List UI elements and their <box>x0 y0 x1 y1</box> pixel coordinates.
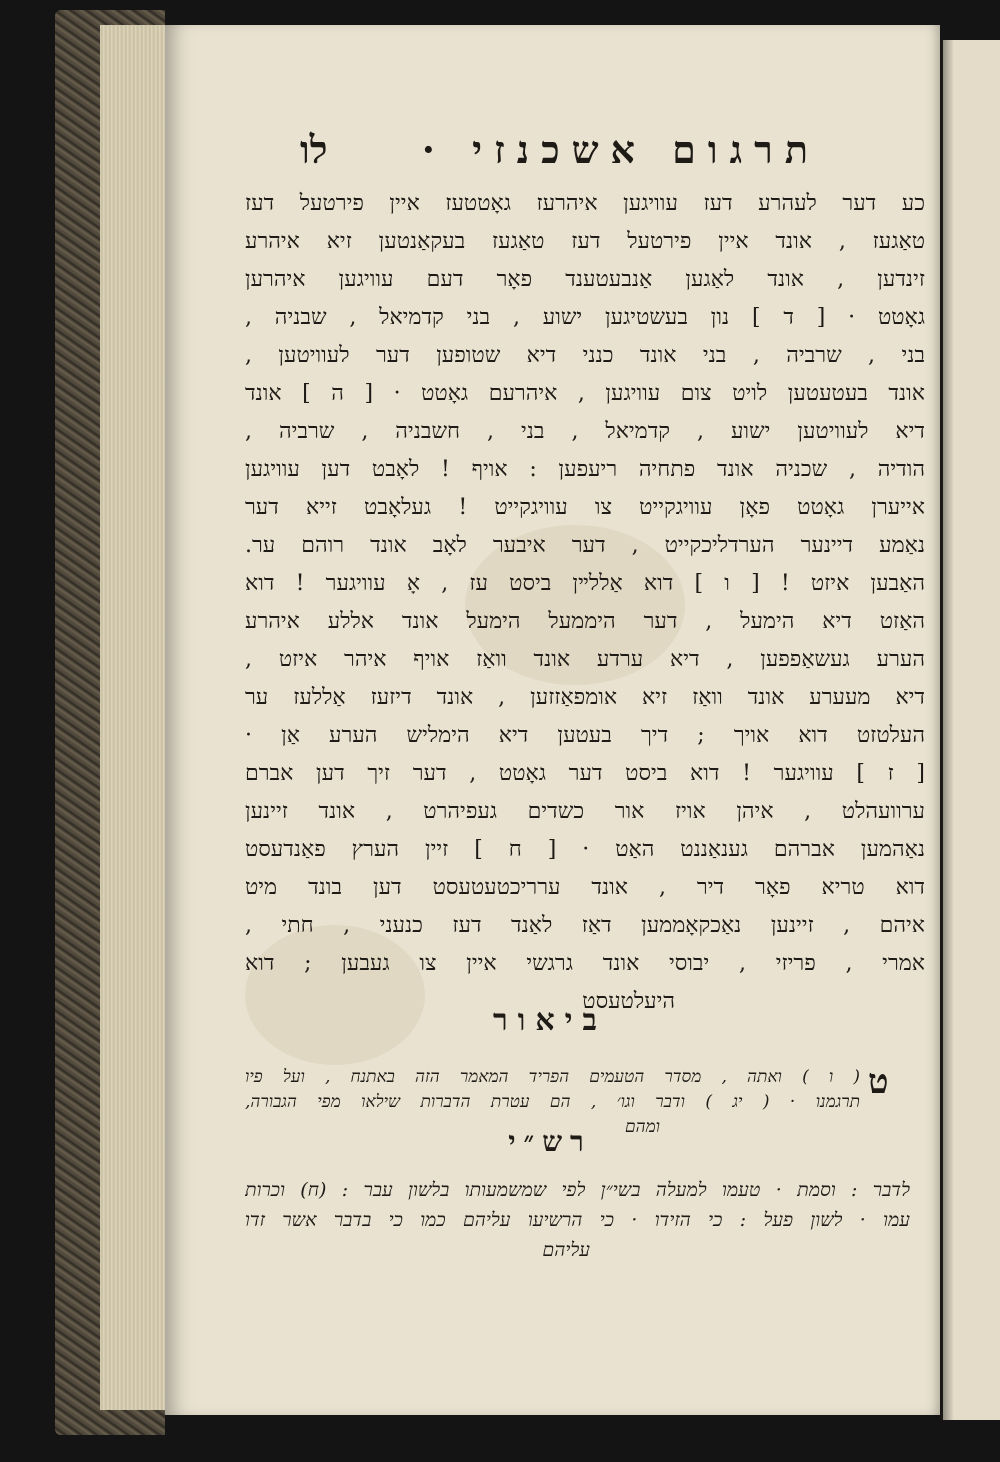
biur-line: תרגמנו · ( יג ) ודבר וגו׳ , הם עטרת הדברות שילאו מפי הגבורה, <box>245 1092 860 1112</box>
biur-marker: ט <box>868 1062 889 1102</box>
running-head <box>300 120 820 180</box>
text-line: זינדען , אונד לאַגען אַנבעטענד פאָר דעם עוויגען איהרען <box>245 267 925 292</box>
text-line: האַזט דיא הימעל , דער היממעל הימעל אונד אללע איהרע <box>245 609 925 634</box>
text-line: גאָטט · [ ד ] נון בעשטיגען ישוע , בני קדמיאל , שבניה , <box>245 305 925 330</box>
rashi-line: עמו · לשון פעל : כי הזידו · כי הרשיעו עליהם כמו כי בדבר אשר זדו <box>245 1209 910 1231</box>
text-line: האַבען איזט ! [ ו ] דוא אַללײן ביסט עז , אָ עוויגער ! דוא <box>245 571 925 596</box>
text-line: העלטזט דוא אויך ; דיך בעטען דיא הימליש הערע אַן · <box>245 723 925 748</box>
text-line: דיא מעערע אונד וואַז זיא אומפאַזזען , אונד דיזעז אַללעז ער <box>245 685 925 710</box>
biur-heading: ביאור <box>493 1003 607 1038</box>
page-edges <box>100 25 170 1410</box>
text-line-last: היעלטעסט <box>582 989 675 1014</box>
text-line: הודיה , שכניה אונד פתחיה ריעפען : אויף ! לאָבט דען עוויגען <box>245 457 925 482</box>
text-line: טאַגעז , אונד איין פירטעל דעז טאַגעז בעקאַנטען זיא איהרע <box>245 229 925 254</box>
text-line: הערע געשאַפפען , דיא ערדע אונד וואַז אויף איהר איזט , <box>245 647 925 672</box>
biur-line-last: ומהם <box>625 1117 660 1137</box>
gutter-shadow <box>940 40 954 1420</box>
text-line: נאַמע דיינער הערדליכקייט , דער איבער לאָב אונד רוהם ער. <box>245 533 925 558</box>
text-line: ערוועהלט , איהן אויז אור כשדים געפיהרט , אונד זיינען <box>245 799 925 824</box>
rashi-heading: רש״י <box>508 1125 592 1158</box>
main-text <box>245 185 925 1021</box>
biur-line: ( ו ) ואתה , מסדר הטעמים הפריד המאמר הזה באתנח , ועל פיו <box>245 1067 860 1087</box>
rashi-text <box>245 1175 910 1265</box>
page-number: לו <box>300 127 328 172</box>
rashi-line-last: עליהם <box>542 1239 590 1261</box>
text-line: כע דער לעהרע דעז עוויגען איהרעז גאָטטעז איין פירטעל דעז <box>245 191 925 216</box>
text-line: בני , שרביה , בני אונד כנני דיא שטופען דער לעוויטען , <box>245 343 925 368</box>
running-head-title: תרגום אשכנזי · <box>421 127 820 172</box>
text-line: אונד בעטעטען לויט צום עוויגען , איהרעם גאָטט · [ ה ] אונד <box>245 381 925 406</box>
text-line: [ ז ] עוויגער ! דוא ביסט דער גאָטט , דער זיך דען אברם <box>245 761 925 786</box>
text-line: דוא טריא פאָר דיר , אונד ערריכטעטעסט דען בונד מיט <box>245 875 925 900</box>
text-line: דיא לעוויטען ישוע , קדמיאל , בני , חשבניה , שרביה , <box>245 419 925 444</box>
rashi-line: לדבר : וסמת · טעמו למעלה בשי״ן לפי שמשמעותו בלשון עבר : (ח) וכרות <box>245 1179 910 1201</box>
text-line: אייערן גאָטט פאָן עוויגקייט צו עוויגקייט ! געלאָבט זייא דער <box>245 495 925 520</box>
text-line: אמרי , פריזי , יבוסי אונד גרגשי איין צו געבען ; דוא <box>245 951 925 976</box>
text-line: איהם , זיינען נאַכקאָממען דאַז לאַנד דעז כנעני , חתי , <box>245 913 925 938</box>
text-line: נאַהמען אברהם גענאַננט האַט · [ ח ] זיין הערץ פאַנדעסט <box>245 837 925 862</box>
